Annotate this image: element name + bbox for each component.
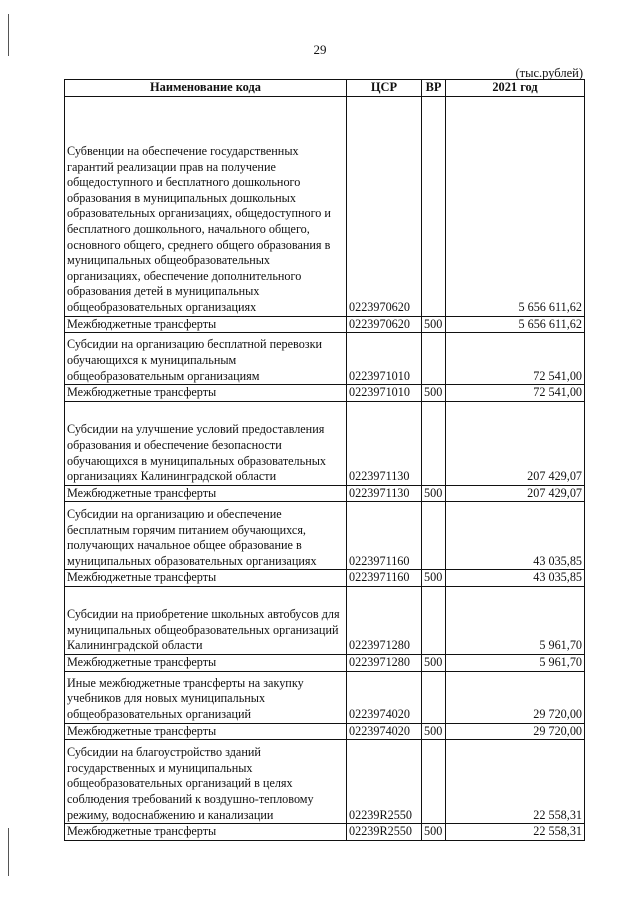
row-vr: 500 [422, 654, 446, 671]
table-row [65, 333, 585, 385]
table-header-row [65, 80, 585, 97]
row-name: Субсидии на благоустройство зданий государственных и муниципальных общеобразовательных организаций в целях соблюдения требований к воздушно-тепловому режиму, водоснабжению и канализации [65, 740, 347, 824]
table-row [65, 401, 585, 485]
row-amount: 5 961,70 [446, 586, 585, 654]
row-amount: 22 558,31 [446, 824, 585, 841]
row-vr [422, 401, 446, 485]
row-amount: 72 541,00 [446, 333, 585, 385]
row-csr: 0223970620 [347, 316, 422, 333]
row-csr: 0223971160 [347, 570, 422, 587]
row-vr [422, 333, 446, 385]
table-row [65, 654, 585, 671]
row-vr [422, 740, 446, 824]
row-vr [422, 586, 446, 654]
row-name: Межбюджетные трансферты [65, 570, 347, 587]
row-amount: 22 558,31 [446, 740, 585, 824]
row-name: Межбюджетные трансферты [65, 316, 347, 333]
table-row [65, 316, 585, 333]
row-vr: 500 [422, 723, 446, 740]
row-name: Межбюджетные трансферты [65, 485, 347, 502]
row-name: Субвенции на обеспечение государственных гарантий реализации прав на получение общедоступного и бесплатного дошкольного образования в муниципальных дошкольных образовательных организациях, общедоступного и бесплатного дошкольного, начального общего, основного общего, среднего общего образования в муниципальных общеобразовательных организациях, обеспечение дополнительного образования детей в муниципальных общеобразовательных организациях [65, 96, 347, 316]
row-name: Межбюджетные трансферты [65, 385, 347, 402]
row-csr: 0223974020 [347, 671, 422, 723]
table-row [65, 740, 585, 824]
row-csr: 0223971130 [347, 485, 422, 502]
row-vr [422, 96, 446, 316]
table-row [65, 570, 585, 587]
table-row [65, 96, 585, 316]
row-csr: 02239R2550 [347, 824, 422, 841]
row-vr: 500 [422, 316, 446, 333]
row-csr: 0223971130 [347, 401, 422, 485]
row-amount: 5 961,70 [446, 654, 585, 671]
row-csr: 0223971280 [347, 586, 422, 654]
row-vr [422, 502, 446, 570]
row-name: Субсидии на улучшение условий предоставления образования и обеспечение безопасности обучающихся в муниципальных образовательных организациях Калининградской области [65, 401, 347, 485]
page-number: 29 [313, 42, 327, 57]
row-csr: 0223971010 [347, 385, 422, 402]
row-name: Субсидии на приобретение школьных автобусов для муниципальных общеобразовательных организаций Калининградской области [65, 586, 347, 654]
table-row [65, 671, 585, 723]
budget-table [64, 79, 585, 841]
row-csr: 02239R2550 [347, 740, 422, 824]
table-row [65, 824, 585, 841]
row-vr: 500 [422, 824, 446, 841]
header-csr: ЦСР [347, 80, 422, 97]
scan-margin-line-bottom [8, 828, 9, 876]
row-name: Субсидии на организацию бесплатной перевозки обучающихся к муниципальным общеобразовательным организациям [65, 333, 347, 385]
units-label: (тыс.рублей) [515, 66, 583, 80]
header-vr: ВР [422, 80, 446, 97]
table-row [65, 485, 585, 502]
table-row [65, 385, 585, 402]
row-csr: 0223971010 [347, 333, 422, 385]
row-amount: 207 429,07 [446, 485, 585, 502]
row-name: Субсидии на организацию и обеспечение бесплатным горячим питанием обучающихся, получающих начальное общее образование в муниципальных образовательных организациях [65, 502, 347, 570]
row-amount: 5 656 611,62 [446, 316, 585, 333]
row-name: Межбюджетные трансферты [65, 824, 347, 841]
row-name: Межбюджетные трансферты [65, 723, 347, 740]
row-amount: 43 035,85 [446, 502, 585, 570]
row-csr: 0223971280 [347, 654, 422, 671]
row-csr: 0223974020 [347, 723, 422, 740]
row-vr [422, 671, 446, 723]
header-name: Наименование кода [65, 80, 347, 97]
row-name: Межбюджетные трансферты [65, 654, 347, 671]
row-vr: 500 [422, 385, 446, 402]
row-name: Иные межбюджетные трансферты на закупку учебников для новых муниципальных общеобразовательных организаций [65, 671, 347, 723]
row-csr: 0223971160 [347, 502, 422, 570]
row-amount: 43 035,85 [446, 570, 585, 587]
table-row [65, 723, 585, 740]
row-csr: 0223970620 [347, 96, 422, 316]
row-amount: 29 720,00 [446, 723, 585, 740]
row-amount: 5 656 611,62 [446, 96, 585, 316]
table-row [65, 586, 585, 654]
row-amount: 207 429,07 [446, 401, 585, 485]
row-vr: 500 [422, 485, 446, 502]
table-row [65, 502, 585, 570]
row-amount: 29 720,00 [446, 671, 585, 723]
header-year: 2021 год [446, 80, 585, 97]
row-vr: 500 [422, 570, 446, 587]
row-amount: 72 541,00 [446, 385, 585, 402]
